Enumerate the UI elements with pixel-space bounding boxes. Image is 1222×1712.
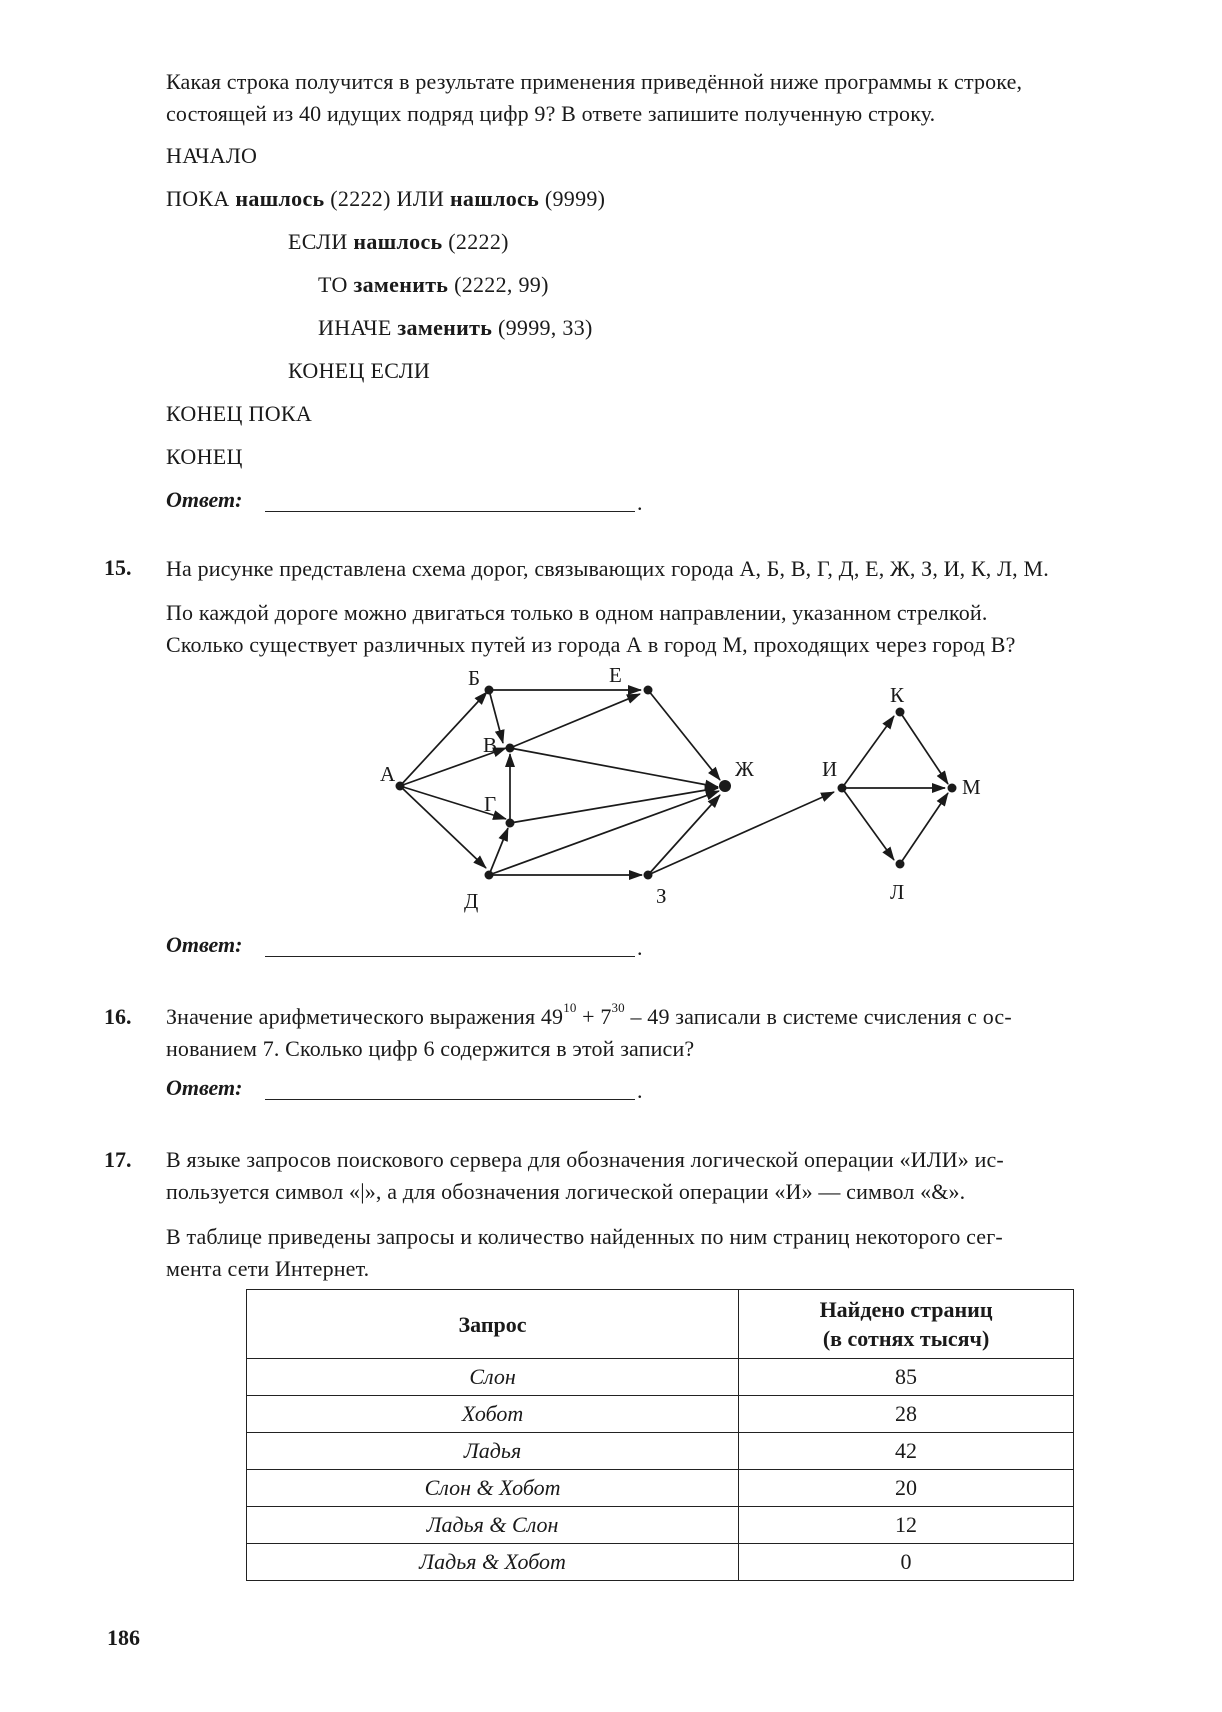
node-v	[506, 744, 515, 753]
q15-answer-dot: .	[637, 935, 643, 960]
header-query: Запрос	[247, 1290, 739, 1359]
table-row	[247, 1507, 1074, 1544]
table-header-row	[247, 1290, 1074, 1359]
header-count: Найдено страниц (в сотнях тысяч)	[739, 1290, 1074, 1359]
edge-e-zh	[648, 690, 720, 780]
node-m	[948, 784, 957, 793]
node-d	[485, 871, 494, 880]
node-a	[396, 782, 405, 791]
q15-answer-label: Ответ:	[166, 932, 243, 957]
q17-line1: В языке запросов поискового сервера для обозначения логической операции «ИЛИ» ис-	[166, 1147, 1004, 1172]
graph-edges	[400, 690, 948, 875]
q15-answer-field[interactable]	[265, 956, 635, 957]
q14-answer-field[interactable]	[265, 511, 635, 512]
table-row	[247, 1396, 1074, 1433]
label-z: З	[656, 884, 667, 908]
q17-line2: пользуется символ «|», а для обозначения логической операции «И» — символ «&».	[166, 1179, 966, 1204]
label-m: М	[962, 775, 981, 799]
table-row	[247, 1470, 1074, 1507]
q17-line4: мента сети Интернет.	[166, 1256, 370, 1281]
edge-d-zh	[489, 791, 719, 875]
edge-l-m	[900, 793, 948, 864]
cell-count: 42	[739, 1433, 1074, 1470]
edge-v-zh	[510, 748, 718, 787]
cell-count: 12	[739, 1507, 1074, 1544]
edge-i-l	[842, 788, 894, 860]
cell-query: Слон	[247, 1359, 739, 1396]
label-b: Б	[468, 666, 481, 690]
table-row	[247, 1544, 1074, 1581]
q14-intro-line1: Какая строка получится в результате применения приведённой ниже программы к строке,	[166, 69, 1023, 94]
cell-query: Слон & Хобот	[247, 1470, 739, 1507]
edge-v-e	[510, 694, 640, 748]
table-row	[247, 1359, 1074, 1396]
q16-number: 16.	[104, 1004, 132, 1029]
edge-k-m	[900, 712, 948, 784]
node-g	[506, 819, 515, 828]
q16-answer-field[interactable]	[265, 1099, 635, 1100]
road-graph	[370, 660, 1010, 930]
cell-query: Хобот	[247, 1396, 739, 1433]
node-zh	[719, 780, 731, 792]
label-e: Е	[609, 663, 622, 687]
label-i: И	[822, 757, 838, 781]
program-begin: НАЧАЛО	[166, 143, 258, 168]
q14-answer-label: Ответ:	[166, 487, 243, 512]
program-while-line: ПОКА нашлось (2222) ИЛИ нашлось (9999)	[166, 186, 606, 211]
q14-answer-dot: .	[637, 490, 643, 515]
node-i	[838, 784, 847, 793]
label-d: Д	[464, 889, 479, 913]
cell-count: 20	[739, 1470, 1074, 1507]
node-l	[896, 860, 905, 869]
cell-query: Ладья & Хобот	[247, 1544, 739, 1581]
node-b	[485, 686, 494, 695]
program-then-line: ТО заменить (2222, 99)	[318, 272, 549, 297]
edge-a-b	[400, 692, 487, 786]
page-number: 186	[107, 1625, 140, 1650]
q17-number: 17.	[104, 1147, 132, 1172]
cell-count: 85	[739, 1359, 1074, 1396]
label-v: В	[483, 733, 498, 757]
q16-answer-dot: .	[637, 1078, 643, 1103]
edge-a-d	[400, 786, 486, 868]
program-if-line: ЕСЛИ нашлось (2222)	[288, 229, 509, 254]
program-end-if: КОНЕЦ ЕСЛИ	[288, 358, 431, 383]
q14-intro-line2: состоящей из 40 идущих подряд цифр 9? В ответе запишите полученную строку.	[166, 101, 936, 126]
q16-line1: Значение арифметического выражения $49^{10} + 7^{30} - 49$ записали в системе счисления с ос-	[166, 999, 1012, 1029]
q15-line2: По каждой дороге можно двигаться только в одном направлении, указанном стрелкой.	[166, 600, 988, 625]
cell-count: 28	[739, 1396, 1074, 1433]
program-else-line: ИНАЧЕ заменить (9999, 33)	[318, 315, 593, 340]
cell-query: Ладья	[247, 1433, 739, 1470]
q15-line1: На рисунке представлена схема дорог, связывающих города А, Б, В, Г, Д, Е, Ж, З, И, К, Л, М.	[166, 556, 1049, 581]
edge-g-zh	[510, 788, 718, 823]
q15-number: 15.	[104, 555, 132, 580]
label-a: А	[380, 762, 396, 786]
q15-line3: Сколько существует различных путей из города А в город М, проходящих через город В?	[166, 632, 1016, 657]
cell-query: Ладья & Слон	[247, 1507, 739, 1544]
node-k	[896, 708, 905, 717]
label-k: К	[890, 683, 905, 707]
label-l: Л	[890, 880, 905, 904]
label-g: Г	[484, 792, 497, 816]
edge-d-g	[489, 828, 508, 875]
node-e	[644, 686, 653, 695]
program-end-while: КОНЕЦ ПОКА	[166, 401, 313, 426]
query-table	[246, 1289, 1074, 1581]
node-z	[644, 871, 653, 880]
graph-nodes	[396, 686, 957, 880]
table-row	[247, 1433, 1074, 1470]
q17-line3: В таблице приведены запросы и количество найденных по ним страниц некоторого сег-	[166, 1224, 1003, 1249]
edge-z-zh	[648, 795, 720, 875]
q16-answer-label: Ответ:	[166, 1075, 243, 1100]
program-end: КОНЕЦ	[166, 444, 243, 469]
label-zh: Ж	[735, 757, 754, 781]
q16-line2: нованием 7. Сколько цифр 6 содержится в этой записи?	[166, 1036, 695, 1061]
cell-count: 0	[739, 1544, 1074, 1581]
edge-z-i	[648, 792, 834, 875]
edge-i-k	[842, 716, 894, 788]
